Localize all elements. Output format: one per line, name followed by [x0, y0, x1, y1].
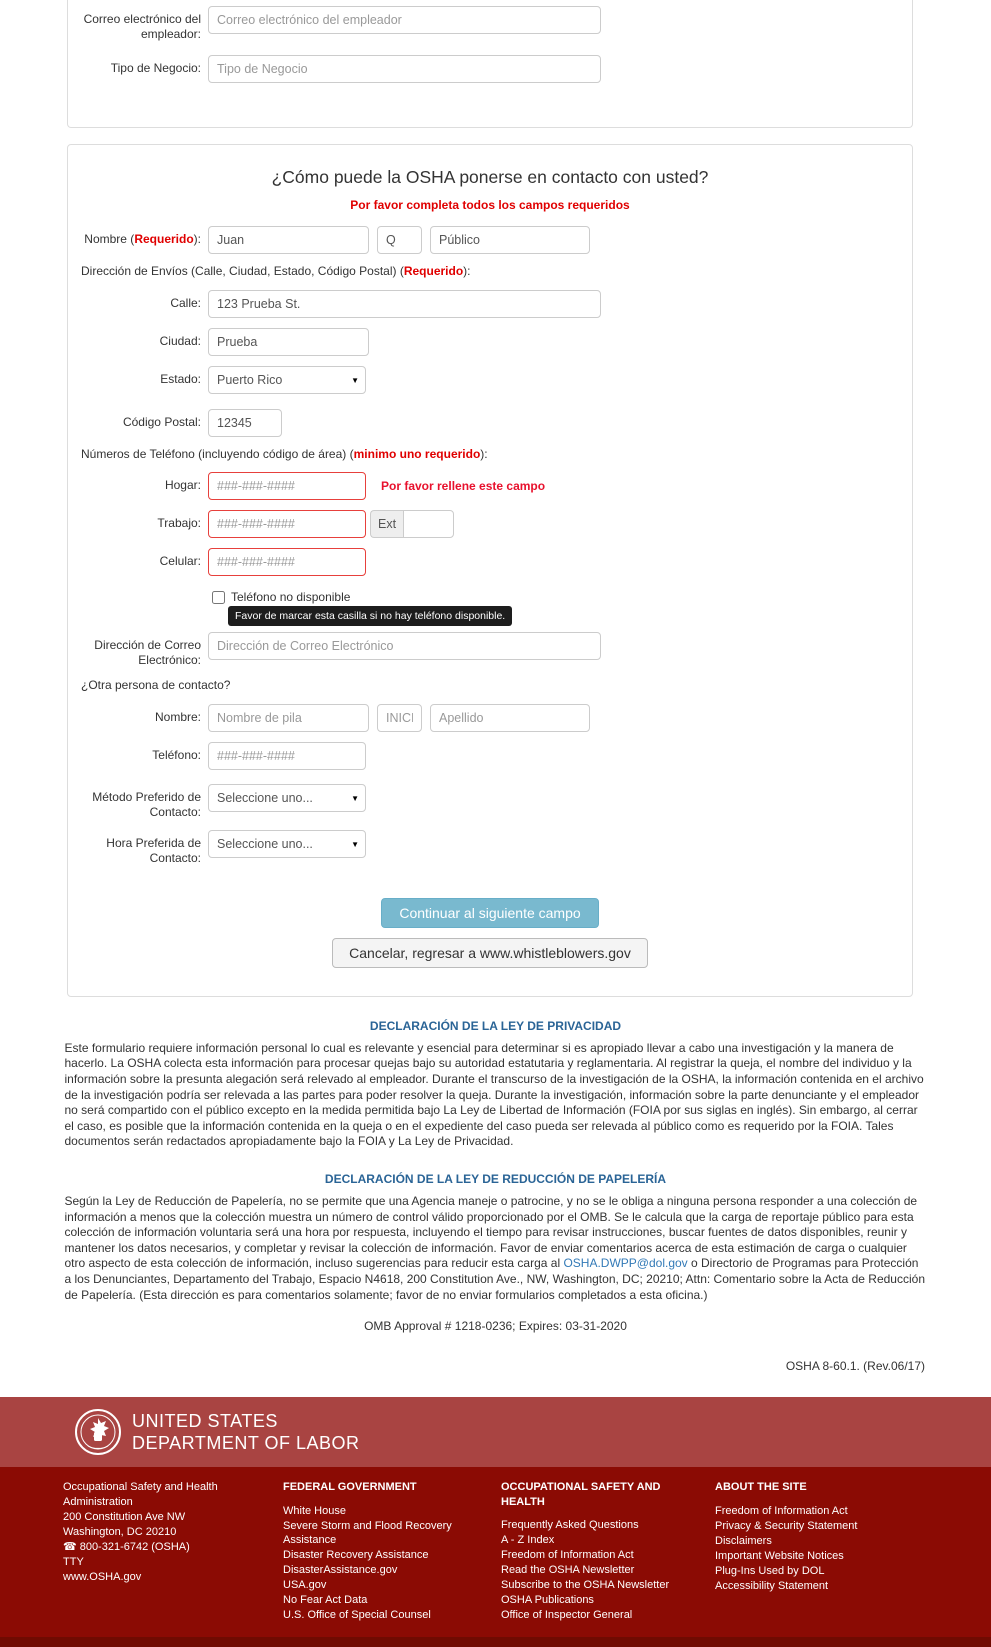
footer-link[interactable]: Office of Inspector General	[501, 1609, 633, 1622]
cell-phone-input[interactable]	[208, 548, 366, 576]
other-phone-input[interactable]	[208, 742, 366, 770]
street-input[interactable]	[208, 290, 601, 318]
email-label: Dirección de Correo Electrónico:	[94, 638, 201, 668]
ext-addon-label: Ext	[370, 510, 403, 538]
footer-osha-gov-link[interactable]: www.OSHA.gov	[63, 1570, 142, 1583]
footer-link[interactable]: OSHA Publications	[501, 1594, 594, 1607]
footer-link[interactable]: Freedom of Information Act	[501, 1549, 634, 1562]
employer-email-label: Correo electrónico del empleador:	[83, 12, 201, 41]
footer-link[interactable]: Plug-Ins Used by DOL	[715, 1564, 825, 1577]
home-phone-label: Hogar:	[164, 478, 201, 493]
footer-link[interactable]: USA.gov	[283, 1579, 327, 1592]
footer-federal-government-column: FEDERAL GOVERNMENT White House Severe Storm and Flood Recovery Assistance Disaster Recovery Assistance DisasterAssistance.gov USA.gov No Fear Act Data U.S. Office of Special Counsel	[283, 1480, 493, 1623]
employer-info-card	[67, 0, 913, 128]
zip-input[interactable]	[208, 409, 282, 437]
contact-info-card	[67, 144, 913, 997]
footer-about-column: ABOUT THE SITE Freedom of Information Act Privacy & Security Statement Disclaimers Important Website Notices Plug-Ins Used by DOL Accessibility Statement	[715, 1480, 927, 1623]
omb-approval-line: OMB Approval # 1218-0236; Expires: 03-31-2020	[364, 1319, 627, 1334]
privacy-act-title: DECLARACIÓN DE LA LEY DE PRIVACIDAD	[369, 1018, 622, 1033]
name-required-flag: Requerido	[134, 232, 194, 246]
form-number: OSHA 8-60.1. (Rev.06/17)	[785, 1359, 925, 1374]
business-type-label: Tipo de Negocio:	[110, 61, 201, 75]
state-label: Estado:	[160, 371, 201, 386]
state-select[interactable]	[208, 366, 366, 394]
agency-name: UNITED STATES DEPARTMENT OF LABOR	[132, 1410, 360, 1454]
cancel-button[interactable]: Cancelar, regresar a www.whistleblowers.gov	[332, 938, 648, 968]
street-label: Calle:	[170, 295, 201, 310]
other-name-label: Nombre:	[154, 709, 201, 724]
footer-link[interactable]: Severe Storm and Flood Recovery Assistance	[283, 1519, 452, 1547]
no-phone-checkbox[interactable]	[212, 591, 225, 604]
footer-link[interactable]: Disaster Recovery Assistance	[283, 1549, 429, 1562]
dol-seal-icon	[74, 1408, 122, 1456]
work-phone-ext-input[interactable]	[403, 510, 454, 538]
city-input[interactable]	[208, 328, 369, 356]
footer-link[interactable]: Disclaimers	[715, 1534, 772, 1547]
footer-osha-column: OCCUPATIONAL SAFETY AND HEALTH Frequently Asked Questions A - Z Index Freedom of Information Act Read the OSHA Newsletter Subscribe to the OSHA Newsletter OSHA Publications Office of Inspector General	[501, 1480, 707, 1623]
phone-icon: ☎	[63, 1540, 77, 1553]
footer-link[interactable]: No Fear Act Data	[283, 1594, 368, 1607]
footer	[0, 1397, 991, 1647]
continue-button[interactable]: Continuar al siguiente campo	[381, 898, 598, 928]
first-name-input[interactable]	[208, 226, 369, 254]
no-phone-tooltip: Favor de marcar esta casilla si no hay teléfono disponible.	[228, 606, 512, 626]
name-label: Nombre (Requerido):	[84, 232, 201, 246]
last-name-input[interactable]	[430, 226, 590, 254]
city-label: Ciudad:	[159, 333, 201, 348]
footer-link[interactable]: Frequently Asked Questions	[501, 1519, 639, 1532]
phones-heading: Números de Teléfono (incluyendo código de área) (minimo uno requerido):	[81, 446, 488, 461]
privacy-act-body: Este formulario requiere información personal lo cual es relevante y esencial para determinar si es apropiado llevar a cabo una investigación y la manera de hacerlo. La OSHA colecta esta información para procesar quejas bajo su autoridad estatutaria y reglamentaria. Al registrar la queja, el nombre del individuo y la información sobre la presunta alegación será relevado al empleador. Durante el transcurso de la investigación de la OSHA, la información contenida en el archivo de la investigación podría ser relevada a las partes para poder resolver la queja. Durante la investigación, información sobre la parte denunciante y el empleador no será compartido con el público excepto en la medida permitida bajo La Ley de Libertad de Información (FOIA por sus siglas en inglés). Sin embargo, al cerrar el caso, es posible que la información contenida en la queja o en el expediente del caso pueda ser relevada al público como es requerido por la FOIA. Tales documentos serán redactados apropiadamente bajo la FOIA y La Ley de Privacidad.	[64, 1040, 924, 1149]
preferred-method-select[interactable]	[208, 784, 366, 812]
work-phone-label: Trabajo:	[157, 516, 201, 531]
footer-link[interactable]: White House	[283, 1504, 346, 1517]
home-phone-error: Por favor rellene este campo	[381, 479, 546, 494]
employer-email-input[interactable]	[208, 6, 601, 34]
paperwork-act-body: Según la Ley de Reducción de Papelería, no se permite que una Agencia maneje o patrocine, y no se le obliga a ninguna persona responder a una colección de información a menos que la colección muestra un número de control válido proporcionado por el OMB. Se le calcula que la carga de reportaje público para esta colección de información voluntaria será una hora por respuesta, incluyendo el tiempo para revisar instrucciones, buscar fuentes de datos disponibles, reunir y mantener los datos necesarios, y completar y revisar la colección de información. Favor de enviar comentarios acerca de esta estimación de carga o cualquier otro aspecto de esta colección de información, incluso sugerencias para reducir esta carga al OSHA.DWPP@dol.gov o Directorio de Programas para Protección a los Denunciantes, Departamento del Trabajo, Espacio N4618, 200 Constitution Ave., NW, Washington, DC; 20210; Attn: Comentario sobre la Acta de Reducción de Papelería. (Esta dirección es para comentarios solamente; favor de no enviar formularios completados a esta oficina.)	[64, 1193, 925, 1302]
footer-masthead	[0, 1397, 991, 1467]
middle-initial-input[interactable]	[377, 226, 422, 254]
footer-link[interactable]: Subscribe to the OSHA Newsletter	[501, 1579, 670, 1592]
footer-bottom-strip	[0, 1637, 991, 1647]
footer-link[interactable]: Read the OSHA Newsletter	[501, 1564, 635, 1577]
cell-phone-label: Celular:	[159, 554, 201, 569]
paperwork-act-title: DECLARACIÓN DE LA LEY DE REDUCCIÓN DE PAPELERÍA	[324, 1171, 667, 1186]
footer-agency-address: Occupational Safety and Health Administration	[63, 1481, 218, 1508]
footer-link[interactable]: Accessibility Statement	[715, 1579, 829, 1592]
preferred-time-select[interactable]	[208, 830, 366, 858]
footer-link[interactable]: Important Website Notices	[715, 1549, 844, 1562]
mailing-address-heading: Dirección de Envíos (Calle, Ciudad, Estado, Código Postal) (Requerido):	[81, 264, 471, 278]
zip-label: Código Postal:	[122, 414, 201, 429]
other-phone-label: Teléfono:	[152, 747, 201, 762]
no-phone-checkbox-label: Teléfono no disponible	[231, 590, 351, 605]
card-title: ¿Cómo puede la OSHA ponerse en contacto con usted?	[271, 167, 709, 187]
preferred-method-label: Método Preferido de Contacto:	[92, 789, 201, 819]
other-contact-heading: ¿Otra persona de contacto?	[81, 678, 231, 693]
footer-link[interactable]: Freedom of Information Act	[715, 1504, 848, 1517]
work-phone-input[interactable]	[208, 510, 366, 538]
footer-link[interactable]: DisasterAssistance.gov	[283, 1564, 398, 1577]
home-phone-input[interactable]	[208, 472, 366, 500]
footer-contact-column: Occupational Safety and Health Administration 200 Constitution Ave NW Washington, DC 20210 ☎ 800-321-6742 (OSHA) TTY www.OSHA.gov	[63, 1480, 275, 1623]
business-type-input[interactable]	[208, 55, 601, 83]
footer-tty-link[interactable]: TTY	[63, 1555, 84, 1568]
chevron-down-icon: ▼	[351, 793, 359, 803]
required-notice: Por favor completa todos los campos requeridos	[350, 198, 630, 212]
footer-phone: ☎ 800-321-6742 (OSHA)	[63, 1540, 190, 1553]
other-last-name-input[interactable]	[430, 704, 590, 732]
other-first-name-input[interactable]	[208, 704, 369, 732]
chevron-down-icon: ▼	[351, 375, 359, 385]
preferred-time-label: Hora Preferida de Contacto:	[106, 835, 201, 865]
other-middle-initial-input[interactable]	[377, 704, 422, 732]
footer-links	[0, 1467, 991, 1637]
chevron-down-icon: ▼	[351, 839, 359, 849]
footer-link[interactable]: U.S. Office of Special Counsel	[283, 1609, 431, 1622]
footer-link[interactable]: A - Z Index	[501, 1534, 555, 1547]
osha-dwpp-email-link[interactable]: OSHA.DWPP@dol.gov	[563, 1256, 688, 1271]
footer-link[interactable]: Privacy & Security Statement	[715, 1519, 858, 1532]
email-input[interactable]	[208, 632, 601, 660]
